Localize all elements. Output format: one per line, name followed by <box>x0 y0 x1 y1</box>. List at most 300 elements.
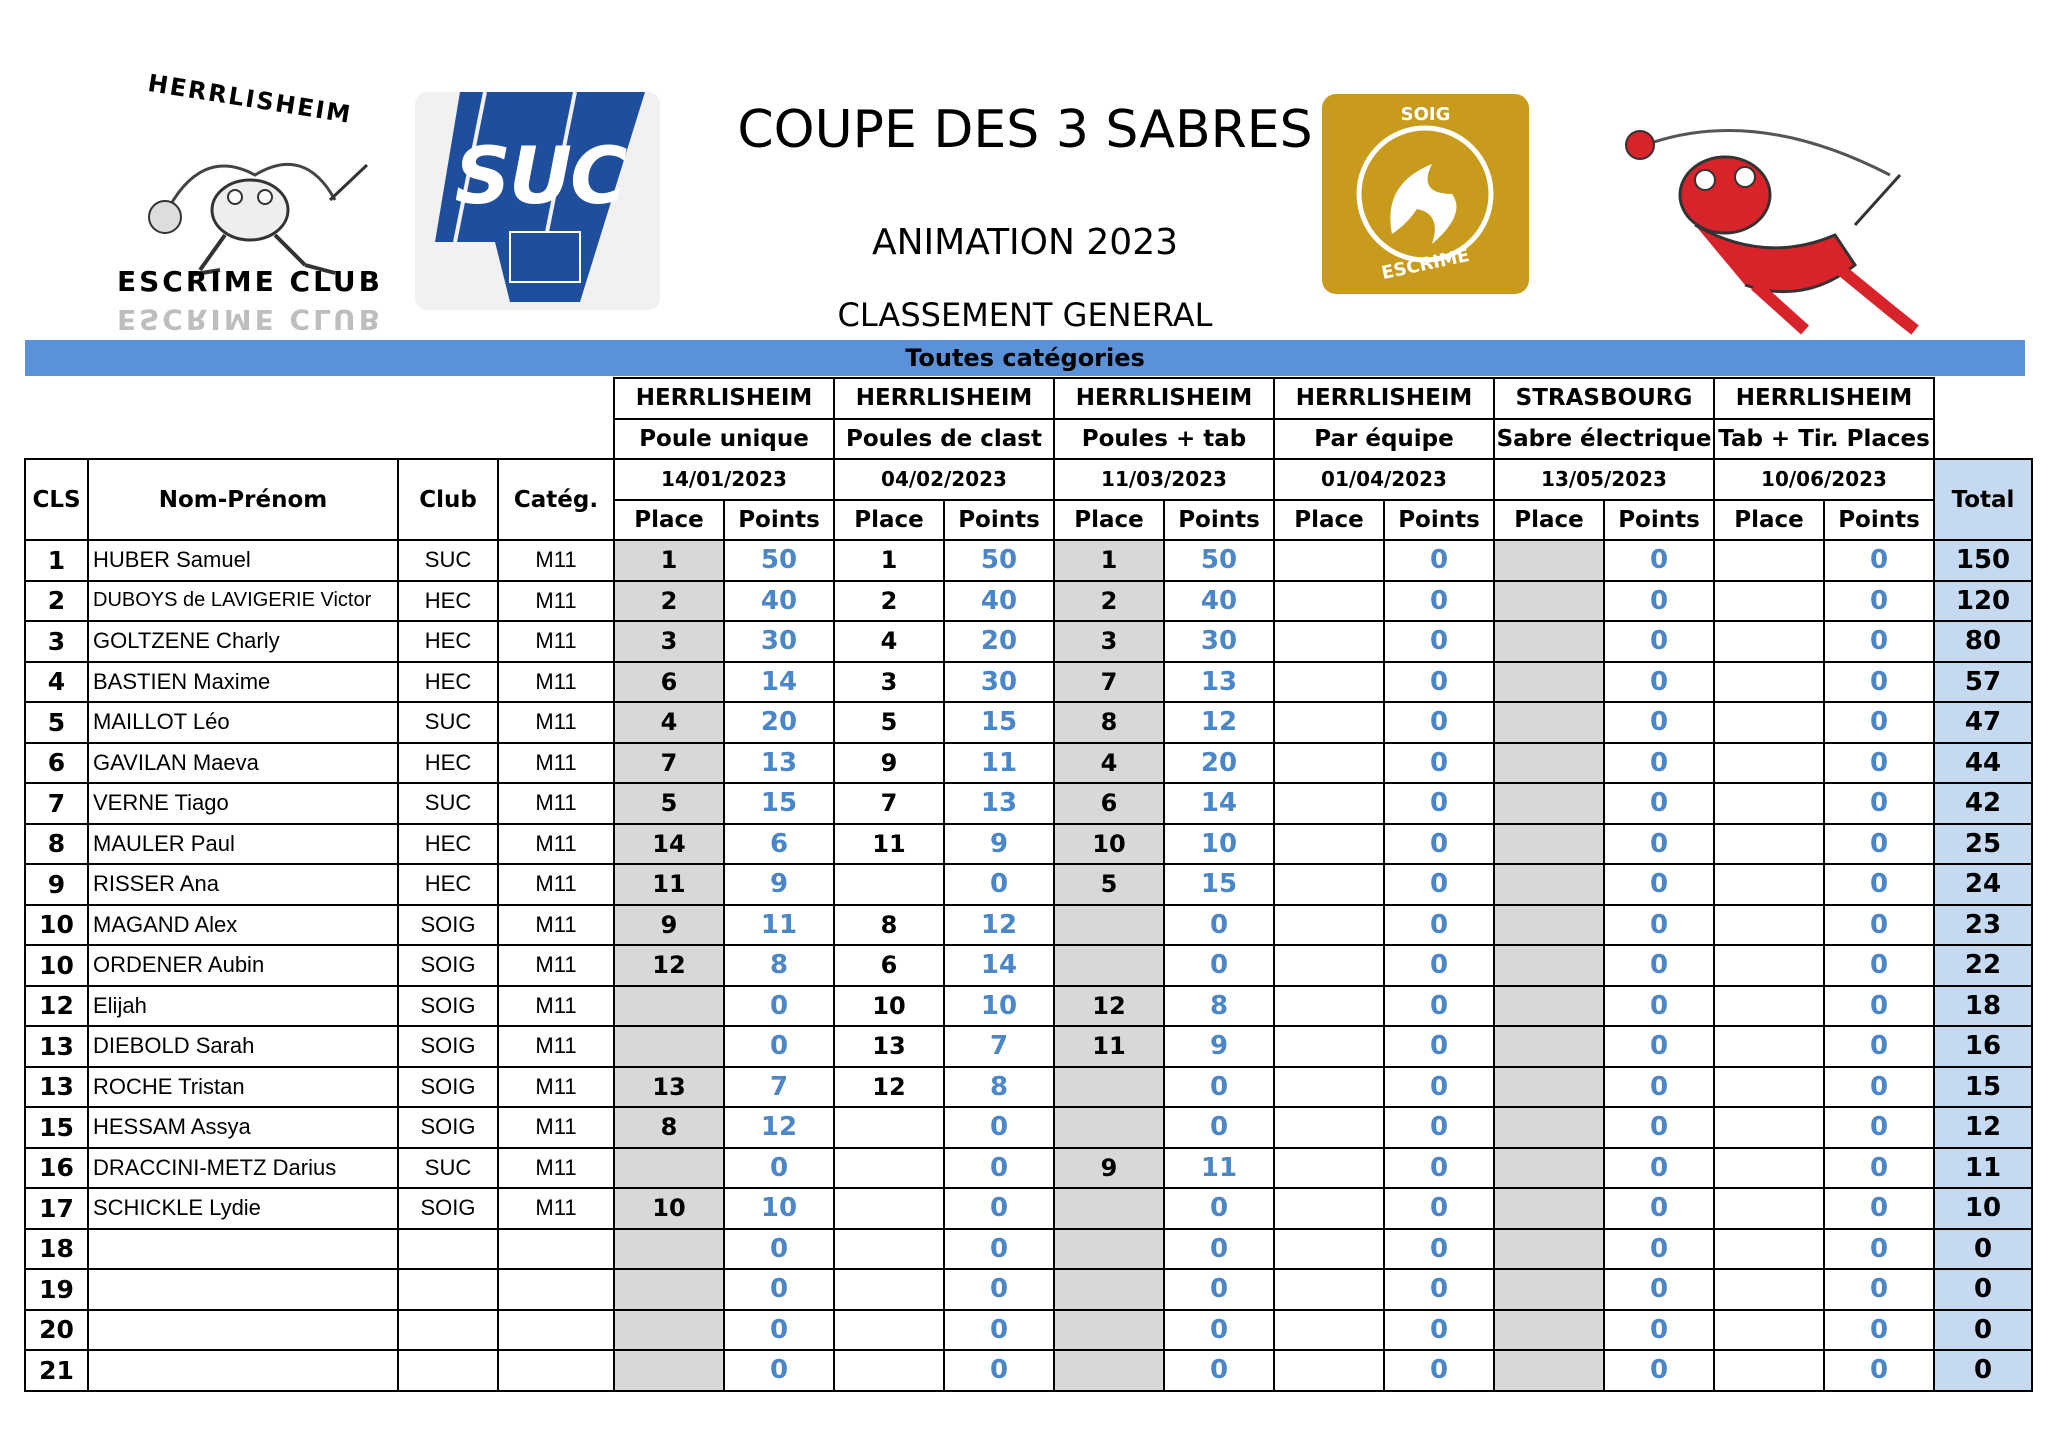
points-cell: 13 <box>944 783 1054 824</box>
place-cell <box>1494 1229 1604 1270</box>
points-cell: 7 <box>944 1026 1054 1067</box>
place-cell: 9 <box>614 905 724 946</box>
points-cell: 0 <box>1384 743 1494 784</box>
suc-logo-text: SUC <box>454 132 626 222</box>
event-location: HERRLISHEIM <box>614 378 834 419</box>
place-cell <box>1494 1107 1604 1148</box>
name-cell <box>88 1310 398 1351</box>
category-cell: M11 <box>498 621 614 662</box>
place-cell <box>1274 1350 1384 1391</box>
total-cell: 42 <box>1934 783 2032 824</box>
points-cell: 50 <box>724 540 834 581</box>
rank-cell: 8 <box>25 824 88 865</box>
blank-cell <box>1934 419 2032 460</box>
place-cell <box>1274 1067 1384 1108</box>
ranking-title: CLASSEMENT GENERAL <box>837 296 1213 334</box>
name-cell <box>88 1269 398 1310</box>
place-cell: 1 <box>834 540 944 581</box>
total-cell: 57 <box>1934 662 2032 703</box>
points-cell: 0 <box>1604 783 1714 824</box>
points-cell: 20 <box>724 702 834 743</box>
table-row <box>25 1229 2032 1270</box>
points-cell: 0 <box>724 1269 834 1310</box>
points-cell: 12 <box>724 1107 834 1148</box>
place-cell: 5 <box>1054 864 1164 905</box>
rank-cell: 9 <box>25 864 88 905</box>
place-cell <box>1494 1350 1604 1391</box>
total-cell: 25 <box>1934 824 2032 865</box>
category-cell: M11 <box>498 662 614 703</box>
place-cell <box>1494 824 1604 865</box>
points-cell: 0 <box>1384 1310 1494 1351</box>
points-cell: 11 <box>944 743 1054 784</box>
table-row <box>25 986 2032 1027</box>
place-cell <box>1714 1026 1824 1067</box>
points-cell: 0 <box>1384 662 1494 703</box>
place-cell <box>1714 621 1824 662</box>
place-cell <box>1714 1067 1824 1108</box>
place-cell <box>834 1310 944 1351</box>
event-format-row <box>25 419 2032 460</box>
category-cell: M11 <box>498 540 614 581</box>
points-cell: 0 <box>1604 1188 1714 1229</box>
name-cell: HUBER Samuel <box>88 540 398 581</box>
place-cell <box>614 1026 724 1067</box>
club-cell: SUC <box>398 1148 498 1189</box>
points-cell: 0 <box>1824 1188 1934 1229</box>
points-cell: 0 <box>724 986 834 1027</box>
points-cell: 0 <box>1164 905 1274 946</box>
place-cell <box>1054 1067 1164 1108</box>
place-cell: 12 <box>614 945 724 986</box>
points-cell: 13 <box>724 743 834 784</box>
place-cell <box>1714 1229 1824 1270</box>
points-cell: 0 <box>1824 702 1934 743</box>
club-cell: HEC <box>398 581 498 622</box>
place-cell <box>834 1229 944 1270</box>
club-cell <box>398 1269 498 1310</box>
points-cell: 0 <box>1824 824 1934 865</box>
place-cell <box>1494 905 1604 946</box>
place-cell <box>1274 743 1384 784</box>
column-header-place: Place <box>614 500 724 541</box>
event-date: 10/06/2023 <box>1714 459 1934 500</box>
points-cell: 0 <box>1384 621 1494 662</box>
hec-logo-reflection: ESCRIME CLUB <box>116 303 384 336</box>
points-cell: 0 <box>1164 945 1274 986</box>
place-cell: 4 <box>614 702 724 743</box>
points-cell: 40 <box>1164 581 1274 622</box>
table-row <box>25 1067 2032 1108</box>
points-cell: 0 <box>1604 905 1714 946</box>
place-cell <box>1714 864 1824 905</box>
points-cell: 0 <box>1384 702 1494 743</box>
place-cell <box>1714 1350 1824 1391</box>
column-header-place: Place <box>834 500 944 541</box>
points-cell: 15 <box>724 783 834 824</box>
name-cell: MAGAND Alex <box>88 905 398 946</box>
soig-logo-top-text: SOIG <box>1400 104 1451 125</box>
herrlisheim-escrime-club-logo <box>105 69 395 355</box>
points-cell: 0 <box>1604 581 1714 622</box>
column-header-club: Club <box>398 459 498 540</box>
points-cell: 0 <box>1824 540 1934 581</box>
club-cell: SOIG <box>398 1107 498 1148</box>
total-cell: 15 <box>1934 1067 2032 1108</box>
place-cell <box>1714 1269 1824 1310</box>
place-cell <box>1054 1269 1164 1310</box>
points-cell: 0 <box>1824 662 1934 703</box>
blank-cell <box>1934 378 2032 419</box>
points-cell: 0 <box>1384 905 1494 946</box>
name-cell: VERNE Tiago <box>88 783 398 824</box>
place-cell <box>1274 1310 1384 1351</box>
place-cell: 9 <box>1054 1148 1164 1189</box>
club-cell: HEC <box>398 864 498 905</box>
event-date: 14/01/2023 <box>614 459 834 500</box>
rank-cell: 19 <box>25 1269 88 1310</box>
name-cell <box>88 1350 398 1391</box>
points-cell: 9 <box>1164 1026 1274 1067</box>
column-header-cls: CLS <box>25 459 88 540</box>
name-cell: ORDENER Aubin <box>88 945 398 986</box>
place-cell: 6 <box>834 945 944 986</box>
points-cell: 0 <box>1824 1107 1934 1148</box>
place-cell: 6 <box>614 662 724 703</box>
points-cell: 11 <box>724 905 834 946</box>
total-cell: 22 <box>1934 945 2032 986</box>
points-cell: 0 <box>944 1188 1054 1229</box>
rank-cell: 3 <box>25 621 88 662</box>
place-cell <box>1274 1229 1384 1270</box>
column-header-points: Points <box>1164 500 1274 541</box>
category-cell: M11 <box>498 743 614 784</box>
event-location: STRASBOURG <box>1494 378 1714 419</box>
place-cell <box>614 1148 724 1189</box>
club-cell: HEC <box>398 662 498 703</box>
place-cell <box>1714 702 1824 743</box>
column-header-points: Points <box>1604 500 1714 541</box>
place-cell: 8 <box>1054 702 1164 743</box>
table-row <box>25 1188 2032 1229</box>
points-cell: 0 <box>1604 540 1714 581</box>
name-cell: DRACCINI-METZ Darius <box>88 1148 398 1189</box>
place-cell <box>1274 540 1384 581</box>
points-cell: 0 <box>1824 581 1934 622</box>
place-cell: 2 <box>1054 581 1164 622</box>
points-cell: 30 <box>1164 621 1274 662</box>
category-cell <box>498 1350 614 1391</box>
total-cell: 18 <box>1934 986 2032 1027</box>
place-cell <box>1494 621 1604 662</box>
points-cell: 0 <box>944 1148 1054 1189</box>
points-cell: 8 <box>944 1067 1054 1108</box>
blank-cell <box>25 419 614 460</box>
category-cell: M11 <box>498 702 614 743</box>
place-cell <box>1274 702 1384 743</box>
total-cell: 0 <box>1934 1229 2032 1270</box>
page-subtitle: ANIMATION 2023 <box>872 222 1178 263</box>
category-cell: M11 <box>498 1026 614 1067</box>
category-cell: M11 <box>498 905 614 946</box>
column-header-points: Points <box>944 500 1054 541</box>
place-cell: 12 <box>834 1067 944 1108</box>
place-cell: 11 <box>834 824 944 865</box>
place-cell <box>1714 1148 1824 1189</box>
place-cell <box>1494 1188 1604 1229</box>
points-cell: 14 <box>724 662 834 703</box>
column-header-total: Total <box>1934 459 2032 540</box>
place-cell: 7 <box>834 783 944 824</box>
points-cell: 0 <box>944 1310 1054 1351</box>
rank-cell: 13 <box>25 1067 88 1108</box>
place-cell <box>1494 986 1604 1027</box>
place-cell <box>1714 783 1824 824</box>
place-cell <box>834 1107 944 1148</box>
results-table <box>24 377 2033 1392</box>
category-cell: M11 <box>498 1148 614 1189</box>
place-cell: 2 <box>614 581 724 622</box>
points-cell: 0 <box>1824 743 1934 784</box>
points-cell: 7 <box>724 1067 834 1108</box>
event-format: Poules de clast <box>834 419 1054 460</box>
club-cell: HEC <box>398 621 498 662</box>
place-cell: 13 <box>614 1067 724 1108</box>
rank-cell: 10 <box>25 945 88 986</box>
name-cell: GOLTZENE Charly <box>88 621 398 662</box>
points-cell: 8 <box>1164 986 1274 1027</box>
place-cell <box>1494 702 1604 743</box>
points-cell: 0 <box>1164 1350 1274 1391</box>
points-cell: 0 <box>1824 621 1934 662</box>
points-cell: 0 <box>1604 1229 1714 1270</box>
rank-cell: 18 <box>25 1229 88 1270</box>
name-cell: MAULER Paul <box>88 824 398 865</box>
category-cell: M11 <box>498 824 614 865</box>
total-cell: 23 <box>1934 905 2032 946</box>
place-cell <box>1494 783 1604 824</box>
points-cell: 0 <box>1384 1026 1494 1067</box>
place-cell <box>1054 905 1164 946</box>
points-cell: 0 <box>1164 1188 1274 1229</box>
table-row <box>25 743 2032 784</box>
place-cell: 1 <box>1054 540 1164 581</box>
place-cell <box>1494 743 1604 784</box>
place-cell <box>1714 540 1824 581</box>
points-cell: 0 <box>1604 702 1714 743</box>
event-date: 04/02/2023 <box>834 459 1054 500</box>
points-cell: 0 <box>944 1107 1054 1148</box>
place-cell: 10 <box>1054 824 1164 865</box>
column-header-points: Points <box>1824 500 1934 541</box>
place-cell <box>1274 1269 1384 1310</box>
points-cell: 0 <box>1384 783 1494 824</box>
points-cell: 0 <box>1604 1350 1714 1391</box>
total-cell: 47 <box>1934 702 2032 743</box>
category-cell: M11 <box>498 783 614 824</box>
points-cell: 0 <box>1384 540 1494 581</box>
total-cell: 0 <box>1934 1350 2032 1391</box>
points-cell: 0 <box>1824 1269 1934 1310</box>
points-cell: 0 <box>1824 986 1934 1027</box>
column-header-name: Nom-Prénom <box>88 459 398 540</box>
event-format: Poules + tab <box>1054 419 1274 460</box>
rank-cell: 21 <box>25 1350 88 1391</box>
place-cell <box>1054 945 1164 986</box>
total-cell: 0 <box>1934 1310 2032 1351</box>
total-cell: 12 <box>1934 1107 2032 1148</box>
place-cell <box>614 1310 724 1351</box>
points-cell: 0 <box>1384 1067 1494 1108</box>
category-cell: M11 <box>498 1188 614 1229</box>
name-cell: GAVILAN Maeva <box>88 743 398 784</box>
rank-cell: 17 <box>25 1188 88 1229</box>
event-date-row <box>25 459 2032 500</box>
points-cell: 0 <box>1164 1107 1274 1148</box>
place-cell: 9 <box>834 743 944 784</box>
place-cell <box>834 1188 944 1229</box>
place-cell <box>1714 1107 1824 1148</box>
place-cell: 10 <box>834 986 944 1027</box>
points-cell: 0 <box>1384 1229 1494 1270</box>
table-row <box>25 945 2032 986</box>
points-cell: 0 <box>1824 1350 1934 1391</box>
name-cell <box>88 1229 398 1270</box>
points-cell: 0 <box>724 1026 834 1067</box>
points-cell: 0 <box>1164 1067 1274 1108</box>
column-header-place: Place <box>1714 500 1824 541</box>
points-cell: 0 <box>1164 1269 1274 1310</box>
points-cell: 0 <box>1604 1269 1714 1310</box>
place-cell: 3 <box>834 662 944 703</box>
name-cell: SCHICKLE Lydie <box>88 1188 398 1229</box>
total-cell: 80 <box>1934 621 2032 662</box>
place-cell: 11 <box>614 864 724 905</box>
total-cell: 150 <box>1934 540 2032 581</box>
points-cell: 0 <box>1164 1310 1274 1351</box>
points-cell: 0 <box>1604 945 1714 986</box>
total-cell: 16 <box>1934 1026 2032 1067</box>
place-cell <box>834 1350 944 1391</box>
table-row <box>25 1350 2032 1391</box>
place-cell: 6 <box>1054 783 1164 824</box>
place-cell <box>1714 581 1824 622</box>
rank-cell: 5 <box>25 702 88 743</box>
place-cell <box>834 864 944 905</box>
table-row <box>25 905 2032 946</box>
event-location: HERRLISHEIM <box>1714 378 1934 419</box>
points-cell: 0 <box>1384 1148 1494 1189</box>
points-cell: 0 <box>944 1229 1054 1270</box>
points-cell: 0 <box>1604 1148 1714 1189</box>
table-row <box>25 702 2032 743</box>
page-title: COUPE DES 3 SABRES <box>737 100 1313 160</box>
event-date: 11/03/2023 <box>1054 459 1274 500</box>
club-cell: SOIG <box>398 1188 498 1229</box>
place-cell <box>1494 864 1604 905</box>
points-cell: 0 <box>1824 1229 1934 1270</box>
points-cell: 30 <box>724 621 834 662</box>
points-cell: 0 <box>1384 824 1494 865</box>
total-cell: 0 <box>1934 1269 2032 1310</box>
table-row <box>25 540 2032 581</box>
place-cell <box>1274 824 1384 865</box>
table-row <box>25 864 2032 905</box>
rank-cell: 2 <box>25 581 88 622</box>
column-header-points: Points <box>1384 500 1494 541</box>
place-cell: 5 <box>614 783 724 824</box>
place-cell <box>1494 540 1604 581</box>
rank-cell: 13 <box>25 1026 88 1067</box>
points-cell: 0 <box>1384 1350 1494 1391</box>
table-row <box>25 1269 2032 1310</box>
place-cell: 12 <box>1054 986 1164 1027</box>
place-cell <box>1274 662 1384 703</box>
place-cell <box>1274 1026 1384 1067</box>
points-cell: 20 <box>944 621 1054 662</box>
points-cell: 9 <box>724 864 834 905</box>
rank-cell: 10 <box>25 905 88 946</box>
points-cell: 40 <box>724 581 834 622</box>
points-cell: 15 <box>944 702 1054 743</box>
points-cell: 10 <box>1164 824 1274 865</box>
place-cell <box>1494 581 1604 622</box>
club-cell <box>398 1229 498 1270</box>
club-cell: SUC <box>398 702 498 743</box>
place-cell: 2 <box>834 581 944 622</box>
place-cell <box>1714 1188 1824 1229</box>
points-cell: 0 <box>1824 945 1934 986</box>
place-cell <box>1274 945 1384 986</box>
points-cell: 0 <box>944 1350 1054 1391</box>
place-cell <box>614 986 724 1027</box>
soig-escrime-logo <box>1322 94 1529 294</box>
place-cell: 1 <box>614 540 724 581</box>
place-cell: 4 <box>834 621 944 662</box>
place-cell <box>1054 1229 1164 1270</box>
rank-cell: 12 <box>25 986 88 1027</box>
points-cell: 14 <box>1164 783 1274 824</box>
name-cell: Elijah <box>88 986 398 1027</box>
place-cell <box>1054 1188 1164 1229</box>
points-cell: 0 <box>1824 783 1934 824</box>
total-cell: 10 <box>1934 1188 2032 1229</box>
table-row <box>25 824 2032 865</box>
rank-cell: 1 <box>25 540 88 581</box>
points-cell: 50 <box>944 540 1054 581</box>
points-cell: 0 <box>1604 1310 1714 1351</box>
table-row <box>25 783 2032 824</box>
place-cell <box>614 1269 724 1310</box>
blank-cell <box>25 378 614 419</box>
points-cell: 10 <box>724 1188 834 1229</box>
category-cell: M11 <box>498 581 614 622</box>
points-cell: 20 <box>1164 743 1274 784</box>
points-cell: 0 <box>1384 1269 1494 1310</box>
place-cell <box>1274 1148 1384 1189</box>
points-cell: 0 <box>1604 824 1714 865</box>
points-cell: 0 <box>944 864 1054 905</box>
points-cell: 0 <box>1604 1107 1714 1148</box>
club-cell <box>398 1310 498 1351</box>
place-cell: 8 <box>614 1107 724 1148</box>
category-cell <box>498 1310 614 1351</box>
points-cell: 13 <box>1164 662 1274 703</box>
name-cell: MAILLOT Léo <box>88 702 398 743</box>
place-cell <box>1714 662 1824 703</box>
points-cell: 0 <box>1604 621 1714 662</box>
category-cell <box>498 1269 614 1310</box>
